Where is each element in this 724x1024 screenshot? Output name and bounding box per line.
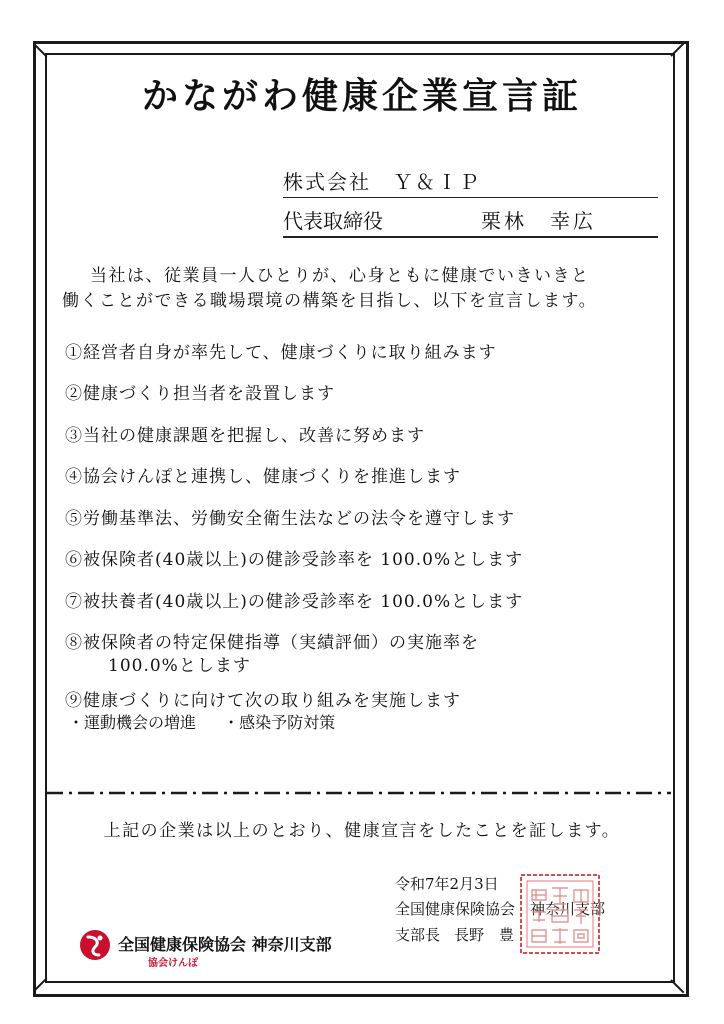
kyokai-kenpo-logo-icon: [78, 928, 112, 962]
company-name: 株式会社 Ｙ＆ＩＰ: [283, 166, 658, 198]
issuer-title: 支部長: [395, 926, 441, 944]
issuer-name: 長野 豊: [454, 926, 515, 944]
representative-line: [283, 205, 658, 238]
declaration-item-4: ④協会けんぽと連携し、健康づくりを推進します: [65, 467, 461, 487]
official-seal-stamp: [518, 872, 602, 956]
declaration-item-9: ⑨健康づくりに向けて次の取り組みを実施します: [65, 691, 461, 711]
declaration-item-8-continuation: 100.0%とします: [108, 656, 251, 676]
issuer-signature-line: [395, 924, 514, 945]
declaration-item-1: ①経営者自身が率先して、健康づくりに取り組みます: [65, 343, 497, 363]
declaration-item-8: ⑧被保険者の特定保健指導（実績評価）の実施率を: [65, 633, 479, 653]
certificate-title: かながわ健康企業宣言証: [141, 75, 582, 117]
representative-name: 栗林 幸広: [481, 209, 596, 233]
intro-line: 当社は、従業員一人ひとりが、心身ともに健康でいきいきと: [90, 266, 590, 286]
issuer-organization: 全国健康保険協会 神奈川支部: [395, 900, 606, 918]
association-logo: [78, 926, 368, 976]
representative-title: 代表取締役: [283, 209, 383, 233]
sub-item-list: [68, 710, 357, 733]
declaration-item-5: ⑤労働基準法、労働安全衛生法などの法令を遵守します: [65, 509, 515, 529]
declaration-item-7: ⑦被扶養者(40歳以上)の健診受診率を 100.0%とします: [65, 592, 524, 612]
declaration-item-2: ②健康づくり担当者を設置します: [65, 384, 335, 404]
closing-statement: 上記の企業は以上のとおり、健康宣言をしたことを証します。: [103, 821, 621, 841]
logo-subtitle: 協会けんぽ: [148, 958, 198, 969]
declaration-item-3: ③当社の健康課題を把握し、改善に努めます: [65, 426, 425, 446]
intro-paragraph: [62, 264, 662, 314]
intro-line: 働くことができる職場環境の構築を目指し、以下を宣言します。: [62, 291, 598, 311]
logo-organization-name: 全国健康保険協会 神奈川支部: [118, 935, 332, 954]
declaration-item-6: ⑥被保険者(40歳以上)の健診受診率を 100.0%とします: [65, 550, 524, 570]
sub-item: ・運動機会の増進: [68, 713, 197, 732]
dash-dot-divider: [47, 791, 671, 795]
sub-item: ・感染予防対策: [223, 713, 336, 732]
issue-date: 令和7年2月3日: [395, 875, 499, 893]
